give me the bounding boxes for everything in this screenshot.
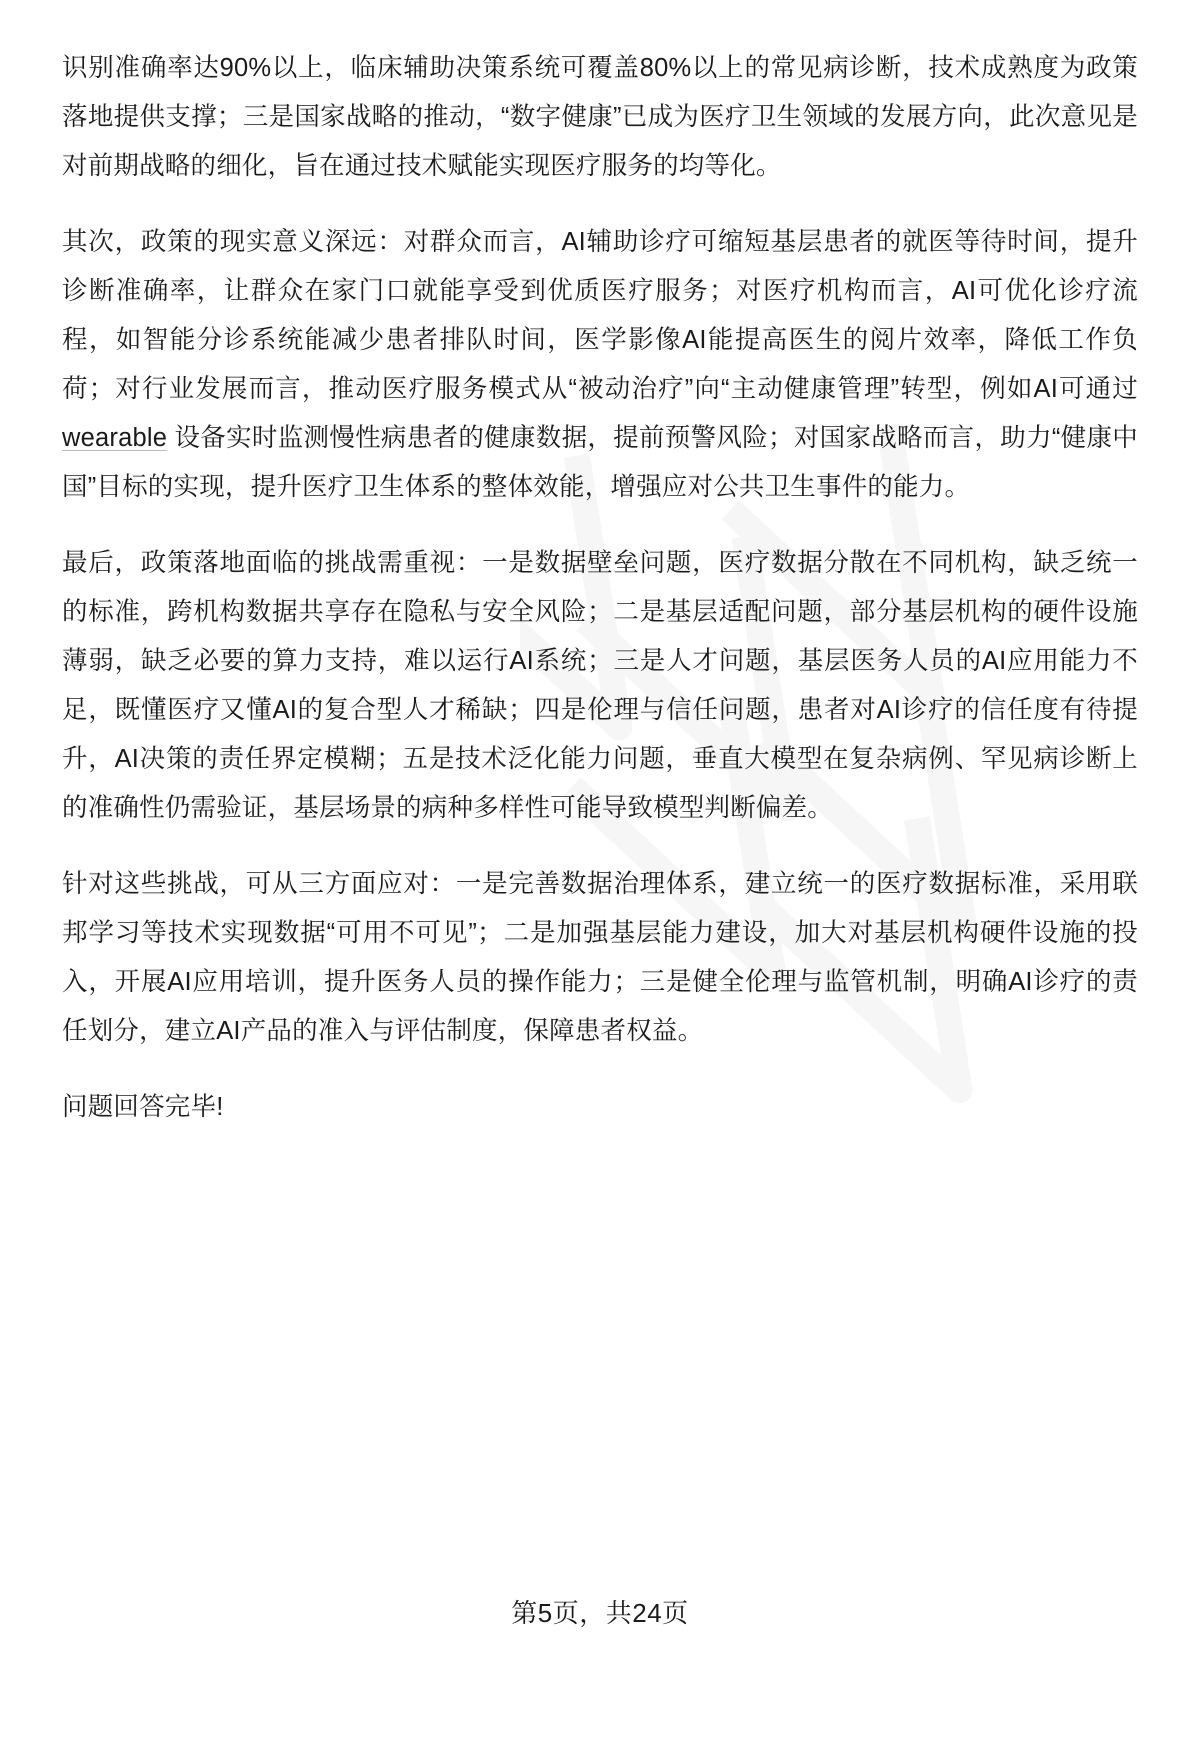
paragraph-3: 最后，政策落地面临的挑战需重视：一是数据壁垒问题，医疗数据分散在不同机构，缺乏统一的标准，跨机构数据共享存在隐私与安全风险；二是基层适配问题，部分基层机构的硬件设施薄弱，缺乏必要的算力支持，难以运行AI系统；三是人才问题，基层医务人员的AI应用能力不足，既懂医疗又懂AI的复合型人才稀缺；四是伦理与信任问题，患者对AI诊疗的信任度有待提升，AI决策的责任界定模糊；五是技术泛化能力问题，垂直大模型在复杂病例、罕见病诊断上的准确性仍需验证，基层场景的病种多样性可能导致模型判断偏差。 [62, 549, 1138, 822]
paragraph-2-segment-1: 其次，政策的现实意义深远：对群众而言，AI辅助诊疗可缩短基层患者的就医等待时间，提升诊断准确率，让群众在家门口就能享受到优质医疗服务；对医疗机构而言，AI可优化诊疗流程，如智能分诊系统能减少患者排队时间，医学影像AI能提高医生的阅片效率，降低工作负荷；对行业发展而言，推动医疗服务模式从“被动治疗”向“主动健康管理”转型，例如AI可通过 [62, 228, 1138, 403]
page-number-label: 第5页，共24页 [511, 1598, 689, 1628]
paragraph-4: 针对这些挑战，可从三方面应对：一是完善数据治理体系，建立统一的医疗数据标准，采用联邦学习等技术实现数据“可用不可见”；二是加强基层能力建设，加大对基层机构硬件设施的投入，开展AI应用培训，提升医务人员的操作能力；三是健全伦理与监管机制，明确AI诊疗的责任划分，建立AI产品的准入与评估制度，保障患者权益。 [62, 870, 1138, 1045]
paragraph-2-term-wearable: wearable [62, 424, 168, 452]
paragraph-2-segment-3: 设备实时监测慢性病患者的健康数据，提前预警风险；对国家战略而言，助力“健康中国”目标的实现，提升医疗卫生体系的整体效能，增强应对公共卫生事件的能力。 [62, 424, 1138, 501]
page-footer [0, 1597, 1200, 1629]
paragraph-2 [62, 218, 1138, 512]
paragraph-1: 识别准确率达90%以上，临床辅助决策系统可覆盖80%以上的常见病诊断，技术成熟度为政策落地提供支撑；三是国家战略的推动，“数字健康”已成为医疗卫生领域的发展方向，此次意见是对前期战略的细化，旨在通过技术赋能实现医疗服务的均等化。 [62, 54, 1138, 180]
paragraph-5: 问题回答完毕! [62, 1093, 224, 1121]
